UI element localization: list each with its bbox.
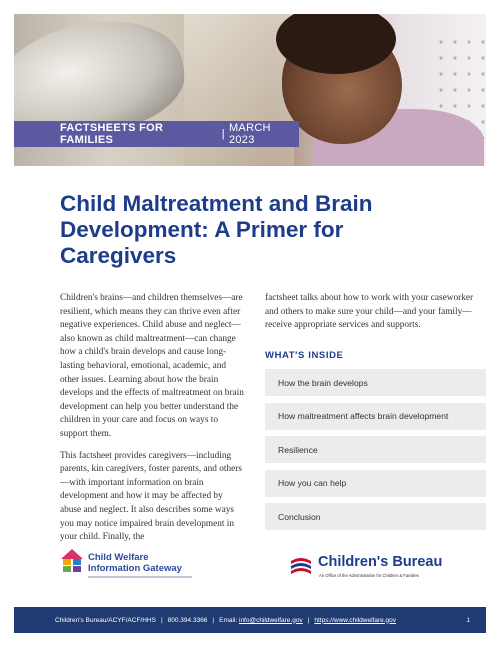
footer-website-link[interactable]: https://www.childwelfare.gov [314, 616, 397, 624]
banner-separator: | [221, 128, 225, 140]
footer-org: Children's Bureau/ACYF/ACF/HHS [55, 616, 156, 624]
footer-phone[interactable]: 800.394.3366 [167, 616, 208, 624]
cwig-logo [60, 548, 190, 580]
page-number: 1 [466, 616, 470, 624]
intro-column-left [60, 292, 246, 553]
childrens-bureau-name: Children's Bureau [318, 554, 443, 570]
toc-item-maltreatment-effects[interactable]: How maltreatment affects brain development [265, 403, 486, 430]
house-icon [60, 548, 84, 574]
childrens-bureau-emblem-icon [288, 553, 314, 579]
page-title: Child Maltreatment and Brain Development: A Primer for Caregivers [60, 191, 373, 268]
cwig-name-line1: Child Welfare [88, 552, 149, 563]
intro-paragraph-2: This factsheet provides caregivers—including parents, kin caregivers, foster parents, and others—with important information on brain development and how it may be affected by abuse and neglect. It also describes some ways you may notice impaired brain development in your child. Finally, the [60, 450, 242, 543]
cwig-tagline-rule [88, 576, 192, 578]
footer-email-link[interactable]: info@childwelfare.gov [239, 616, 303, 624]
toc-item-how-you-can-help[interactable]: How you can help [265, 470, 486, 497]
childrens-bureau-logo [288, 553, 448, 583]
whats-inside-heading: WHAT'S INSIDE [265, 350, 344, 361]
publication-date: MARCH 2023 [228, 122, 271, 146]
toc-item-brain-develops[interactable]: How the brain develops [265, 369, 486, 396]
footer-divider: | [307, 616, 310, 624]
childrens-bureau-tagline: An Office of the Administration for Children & Families [319, 573, 419, 578]
intro-column-right [265, 292, 485, 333]
footer-bar [14, 607, 486, 633]
toc-item-conclusion[interactable]: Conclusion [265, 503, 486, 530]
whats-inside-list [265, 369, 486, 537]
footer-divider: | [212, 616, 215, 624]
series-label: FACTSHEETS FOR FAMILIES [60, 122, 164, 146]
series-banner [14, 121, 299, 147]
intro-paragraph-continued: factsheet talks about how to work with your caseworker and others to make sure your child—and your family—receive appropriate services and supports. [265, 293, 474, 331]
footer-divider: | [160, 616, 163, 624]
intro-paragraph-1: Children's brains—and children themselves—are resilient, which means they can thrive even after negative experiences. Child abuse and neglect—also known as child maltreatment—can change how a child's brain develops and cause long-lasting behavioral, emotional, academic, and other issues. Learning about how the brain develops and the effects of maltreatment on brain development can help you better understand the children in your care and focus on ways to support them. [60, 293, 244, 439]
toc-item-resilience[interactable]: Resilience [265, 436, 486, 463]
footer-email-label: Email: [219, 616, 238, 624]
cwig-name-line2: Information Gateway [88, 563, 182, 574]
